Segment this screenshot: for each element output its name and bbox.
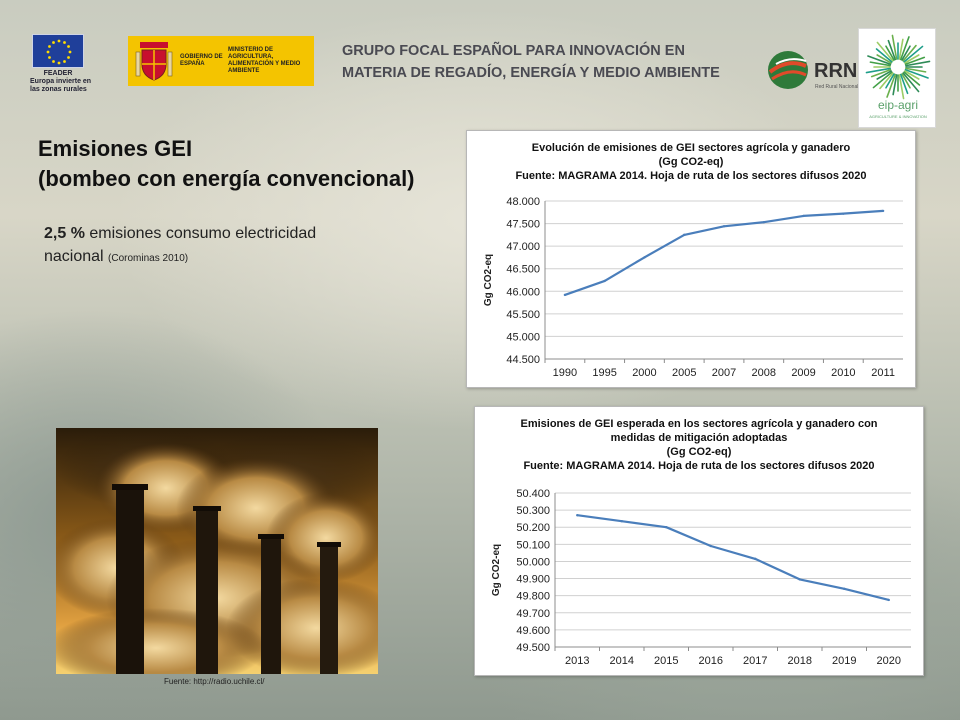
stat-text <box>44 222 384 270</box>
chart2-ytick-label: 49.800 <box>516 590 550 603</box>
header-title <box>342 40 762 84</box>
chart2-data-point <box>710 545 712 547</box>
chart2-ylabel: Gg CO2-eq <box>491 543 502 597</box>
chart1-data-point <box>603 280 605 282</box>
chart-historical-emissions <box>466 130 916 388</box>
eip-sunburst-icon <box>859 29 937 129</box>
stat-text-line2: nacional <box>44 248 109 265</box>
chart1-ylabel: Gg CO2-eq <box>483 253 494 307</box>
chart2-ytick-label: 50.100 <box>516 539 550 552</box>
eip-label: eip-agri <box>877 98 919 112</box>
chart1-data-point <box>683 234 685 236</box>
section-title <box>38 134 458 194</box>
chart1-xtick-label: 2007 <box>711 367 737 379</box>
eip-agri-logo <box>858 28 936 128</box>
chart1-data-point <box>763 221 765 223</box>
chart1-data-point <box>643 256 645 258</box>
chart1-ytick-label: 47.000 <box>506 241 540 254</box>
chart1-ytick-label: 47.500 <box>506 218 540 231</box>
chart2-xtick-label: 2016 <box>698 655 723 667</box>
eu-logo-caption <box>30 70 92 94</box>
chart2-data-point <box>843 588 845 590</box>
chart2-title-line4: Fuente: MAGRAMA 2014. Hoja de ruta de los sectores difusos 2020 <box>523 460 875 472</box>
chart1-xtick-label: 2009 <box>791 367 816 379</box>
coat-of-arms-icon <box>134 38 174 84</box>
eu-logo-text: Europa invierte en las zonas rurales <box>30 78 92 93</box>
photo-caption: Fuente: http://radio.uchile.cl/ <box>164 677 265 686</box>
eu-stars-icon <box>33 35 85 69</box>
chart2-xtick-label: 2017 <box>743 655 768 667</box>
eu-logo-label: FEADER <box>43 70 73 77</box>
government-logo <box>128 36 314 86</box>
chart1-xtick-label: 2008 <box>751 367 777 379</box>
header-title-line2: MATERIA DE REGADÍO, ENERGÍA Y MEDIO AMBIENTE <box>342 65 720 81</box>
chart2-data-point <box>621 520 623 522</box>
chart2-data-point <box>576 514 578 516</box>
government-text: GOBIERNO DE ESPAÑA <box>180 54 223 67</box>
chart2-xtick-label: 2015 <box>654 655 679 667</box>
chart1-data-point <box>564 294 566 296</box>
smokestacks-illustration <box>56 428 378 674</box>
chart2-xtick-label: 2018 <box>787 655 812 667</box>
chart2-plot <box>475 407 925 677</box>
section-title-line2: (bombeo con energía convencional) <box>38 166 415 191</box>
smokestacks-photo <box>56 428 378 674</box>
chart1-xtick-label: 2005 <box>671 367 697 379</box>
chart1-data-point <box>882 210 884 212</box>
chart1-xtick-label: 2010 <box>831 367 856 379</box>
chart2-xtick-label: 2014 <box>609 655 634 667</box>
chart1-ytick-label: 46.000 <box>506 286 540 299</box>
chart1-ytick-label: 46.500 <box>506 263 540 276</box>
chart2-data-point <box>754 558 756 560</box>
header-title-line1: GRUPO FOCAL ESPAÑOL PARA INNOVACIÓN EN <box>342 43 685 59</box>
chart1-ytick-label: 45.500 <box>506 308 540 321</box>
chart2-data-point <box>799 578 801 580</box>
rrn-label: RRN <box>814 60 858 82</box>
chart2-data-point <box>665 526 667 528</box>
chart2-ytick-label: 50.000 <box>516 556 550 569</box>
chart1-xtick-label: 1995 <box>592 367 617 379</box>
chart1-title-line1: Evolución de emisiones de GEI sectores agrícola y ganadero <box>531 142 851 154</box>
chart1-title-line3: Fuente: MAGRAMA 2014. Hoja de ruta de los sectores difusos 2020 <box>515 170 867 182</box>
chart2-title-line3: (Gg CO2-eq) <box>666 446 732 458</box>
chart1-ytick-label: 48.000 <box>506 196 540 208</box>
chart-expected-emissions <box>474 406 924 676</box>
chart2-ytick-label: 50.300 <box>516 505 550 518</box>
chart2-xtick-label: 2020 <box>876 655 901 667</box>
chart2-data-point <box>888 599 890 601</box>
section-title-line1: Emisiones GEI <box>38 136 193 161</box>
chart2-series-line <box>577 515 889 600</box>
chart1-xtick-label: 1990 <box>552 367 578 379</box>
chart1-data-point <box>802 215 804 217</box>
eip-sub: AGRICULTURE & INNOVATION <box>869 114 927 119</box>
stat-text-line1: emisiones consumo electricidad <box>84 225 317 242</box>
chart2-ytick-label: 49.900 <box>516 573 550 586</box>
chart1-ytick-label: 45.000 <box>506 331 540 344</box>
chart2-ytick-label: 49.600 <box>516 624 550 637</box>
chart1-plot <box>467 131 917 389</box>
chart1-xtick-label: 2011 <box>871 367 895 379</box>
chart2-ytick-label: 50.400 <box>516 488 550 500</box>
chart2-ytick-label: 49.700 <box>516 607 550 620</box>
chart2-title-line1: Emisiones de GEI esperada en los sectores agrícola y ganadero con <box>520 418 878 430</box>
stat-source: (Corominas 2010) <box>108 253 189 264</box>
chart1-title-line2: (Gg CO2-eq) <box>658 156 724 168</box>
chart2-title-line2: medidas de mitigación adoptadas <box>610 432 788 444</box>
rrn-sub: Red Rural Nacional <box>815 84 859 90</box>
chart2-ytick-label: 49.500 <box>516 642 550 654</box>
stat-percent: 2,5 % <box>44 225 85 242</box>
eu-flag-logo <box>32 34 84 68</box>
chart2-ytick-label: 50.200 <box>516 522 550 535</box>
chart1-ytick-label: 44.500 <box>506 354 540 366</box>
chart1-data-point <box>723 225 725 227</box>
chart1-data-point <box>842 212 844 214</box>
chart2-xtick-label: 2013 <box>565 655 590 667</box>
chart1-xtick-label: 2000 <box>632 367 657 379</box>
rrn-logo <box>766 48 860 92</box>
chart2-xtick-label: 2019 <box>832 655 857 667</box>
ministry-text: MINISTERIO DE AGRICULTURA, ALIMENTACIÓN Y MEDIO AMBIENTE <box>228 47 301 74</box>
